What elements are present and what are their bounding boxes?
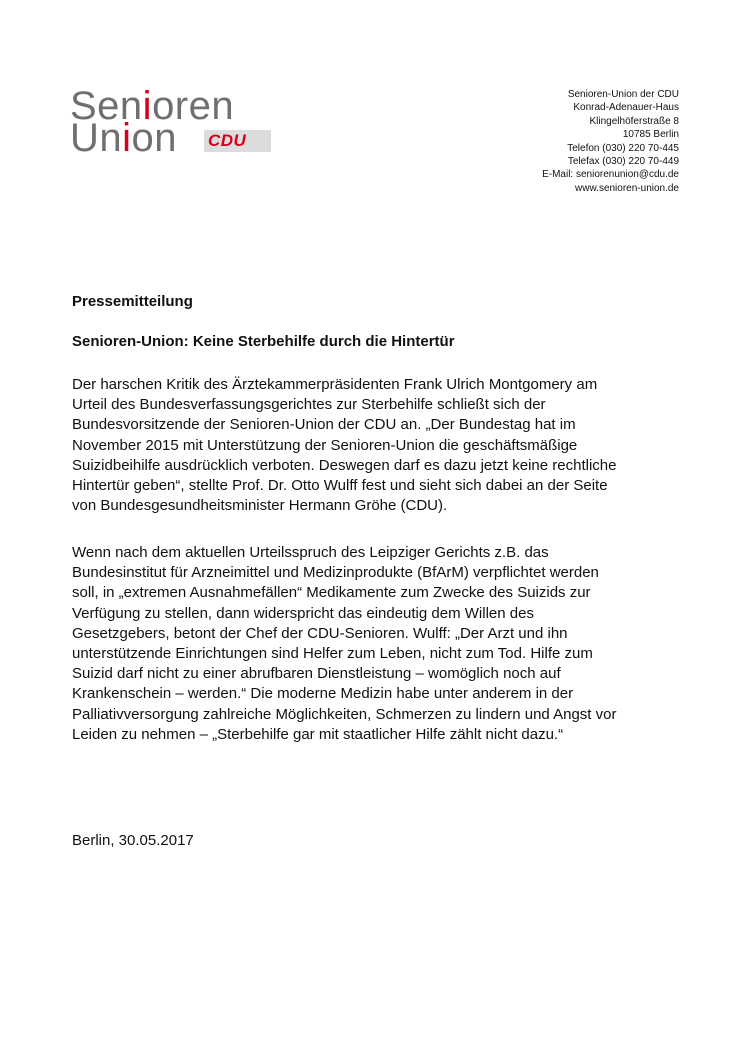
address-line: www.senioren-union.de (575, 182, 679, 194)
address-line: Telefon (030) 220 70-445 (567, 142, 679, 154)
logo-word-union: Union (70, 116, 178, 160)
address-line: Klingelhöferstraße 8 (589, 115, 679, 127)
text-line: Urteil des Bundesverfassungsgerichtes zur Sterbehilfe schließt sich der (72, 396, 546, 414)
document-type-heading: Pressemitteilung (72, 293, 193, 310)
text-line: Krankenschein – werden.“ Die moderne Medizin habe unter anderem in der (72, 685, 574, 703)
press-release-title: Senioren-Union: Keine Sterbehilfe durch die Hintertür (72, 333, 455, 350)
address-line: Senioren-Union der CDU (567, 89, 679, 100)
address-line: E-Mail: seniorenunion@cdu.de (542, 169, 679, 181)
text-line: Hintertür geben“, stellte Prof. Dr. Otto Wulff fest und sieht sich dabei an der Seite (72, 477, 608, 495)
text-line: Suizidbeihilfe ausdrücklich verboten. Deswegen darf es dazu jetzt keine rechtliche (72, 456, 617, 474)
logo-word-senioren: Senioren (70, 84, 235, 128)
body-paragraph-1 (72, 375, 682, 516)
body-paragraph-2 (72, 543, 682, 745)
text-line: Leiden zu nehmen – „Sterbehilfe gar mit staatlicher Hilfe zählt nicht dazu.“ (72, 725, 564, 743)
place-and-date: Berlin, 30.05.2017 (72, 832, 194, 849)
text-line: Wenn nach dem aktuellen Urteilsspruch des Leipziger Gerichts z.B. das (72, 544, 549, 561)
text-line: soll, in „extremen Ausnahmefällen“ Medikamente zum Zwecke des Suizids zur (72, 584, 591, 602)
text-line: Der harschen Kritik des Ärztekammerpräsidenten Frank Ulrich Montgomery am (72, 376, 598, 393)
address-line: Konrad-Adenauer-Haus (573, 102, 679, 114)
text-line: November 2015 mit Unterstützung der Senioren-Union die geschäftsmäßige (72, 436, 578, 454)
address-line: Telefax (030) 220 70-449 (567, 156, 679, 168)
sender-address-block (542, 88, 679, 195)
text-line: unterstützende Einrichtungen sind Helfer zum Leben, nicht zum Tod. Hilfe zum (72, 645, 593, 663)
text-line: Bundesinstitut für Arzneimittel und Medizinprodukte (BfArM) verpflichtet werden (72, 564, 599, 582)
text-line: Verfügung zu stellen, dann widerspricht das eindeutig dem Willen des (72, 604, 534, 622)
senioren-union-logo (70, 84, 285, 160)
text-line: Palliativversorgung zahlreiche Möglichkeiten, Schmerzen zu lindern und Angst vor (72, 705, 617, 723)
address-line: 10785 Berlin (622, 129, 679, 141)
text-line: Bundesvorsitzende der Senioren-Union der CDU an. „Der Bundestag hat im (72, 416, 576, 434)
text-line: Suizid darf nicht zu einer abrufbaren Dienstleistung – womöglich noch auf (72, 665, 561, 683)
text-line: Gesetzgebers, betont der Chef der CDU-Senioren. Wulff: „Der Arzt und ihn (72, 624, 568, 642)
text-line: von Bundesgesundheitsminister Hermann Gröhe (CDU). (72, 497, 448, 515)
cdu-badge-text: CDU (208, 131, 247, 150)
